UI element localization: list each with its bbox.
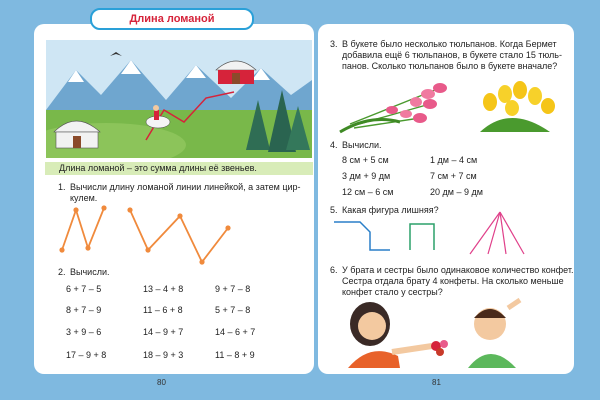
- task4-number: 4.: [330, 140, 338, 150]
- landscape-illustration: [46, 40, 312, 158]
- pink-tulips-icon: [340, 83, 447, 132]
- task3-line3: панов. Сколько тюльпанов было в букете вначале?: [342, 61, 558, 71]
- task1-text-line2: кулем.: [70, 193, 98, 203]
- page-title: Длина ломаной: [90, 8, 254, 30]
- task6-line2: Сестра отдала брату 4 конфеты. На сколько меньше: [342, 276, 564, 286]
- expr-r1-c2: 13 – 4 + 8: [143, 284, 184, 294]
- girl-icon: [348, 302, 432, 368]
- candies-icon: [431, 340, 448, 356]
- shape-rays: [470, 212, 524, 254]
- measure-r1-c2: 1 дм – 4 см: [430, 155, 478, 165]
- tulips-illustration: [330, 74, 570, 136]
- task5-number: 5.: [330, 205, 338, 215]
- page-number-left: 80: [157, 378, 166, 387]
- polyline-left: [59, 205, 106, 252]
- page-number-right: 81: [432, 378, 441, 387]
- expr-r3-c1: 3 + 9 – 6: [66, 327, 102, 337]
- definition-bar: Длина ломаной – это сумма длины её звеньев.: [45, 162, 313, 175]
- task6-line1: У брата и сестры было одинаковое количество конфет.: [342, 265, 574, 275]
- expr-r2-c3: 5 + 7 – 8: [215, 305, 251, 315]
- shapes-figure: [330, 210, 570, 260]
- measure-r2-c2: 7 см + 7 см: [430, 171, 477, 181]
- task6-line3: конфет стало у сестры?: [342, 287, 443, 297]
- expr-r2-c2: 11 – 6 + 8: [143, 305, 183, 315]
- task2-number: 2.: [58, 267, 66, 277]
- expr-r1-c1: 6 + 7 – 5: [66, 284, 102, 294]
- measure-r2-c1: 3 дм + 9 дм: [342, 171, 391, 181]
- task5-text: Какая фигура лишняя?: [342, 205, 439, 215]
- shape-open-polyline: [334, 222, 390, 250]
- task6-number: 6.: [330, 265, 338, 275]
- polyline-right: [127, 207, 230, 264]
- task3-line1: В букете было несколько тюльпанов. Когда Бермет: [342, 39, 557, 49]
- measure-r3-c1: 12 см – 6 см: [342, 187, 394, 197]
- measure-r3-c2: 20 дм – 9 дм: [430, 187, 483, 197]
- task1-number: 1.: [58, 182, 66, 192]
- expr-r2-c1: 8 + 7 – 9: [66, 305, 102, 315]
- yellow-tulips-icon: [480, 81, 555, 132]
- task4-text: Вычисли.: [342, 140, 382, 150]
- expr-r4-c2: 18 – 9 + 3: [143, 350, 184, 360]
- expr-r4-c3: 11 – 8 + 9: [215, 350, 255, 360]
- task3-number: 3.: [330, 39, 338, 49]
- children-illustration: [340, 296, 540, 368]
- expr-r4-c1: 17 – 9 + 8: [66, 350, 107, 360]
- measure-r1-c1: 8 см + 5 см: [342, 155, 389, 165]
- expr-r3-c2: 14 – 9 + 7: [143, 327, 184, 337]
- expr-r3-c3: 14 – 6 + 7: [215, 327, 256, 337]
- boy-icon: [468, 300, 520, 368]
- shape-bracket: [410, 224, 434, 250]
- task3-line2: добавила ещё 6 тюльпанов, в букете стало 15 тюль-: [342, 50, 562, 60]
- expr-r1-c3: 9 + 7 – 8: [215, 284, 251, 294]
- task1-text-line1: Вычисли длину ломаной линии линейкой, а затем цир-: [70, 182, 301, 192]
- task2-text: Вычисли.: [70, 267, 110, 277]
- polylines-figure: [56, 202, 256, 272]
